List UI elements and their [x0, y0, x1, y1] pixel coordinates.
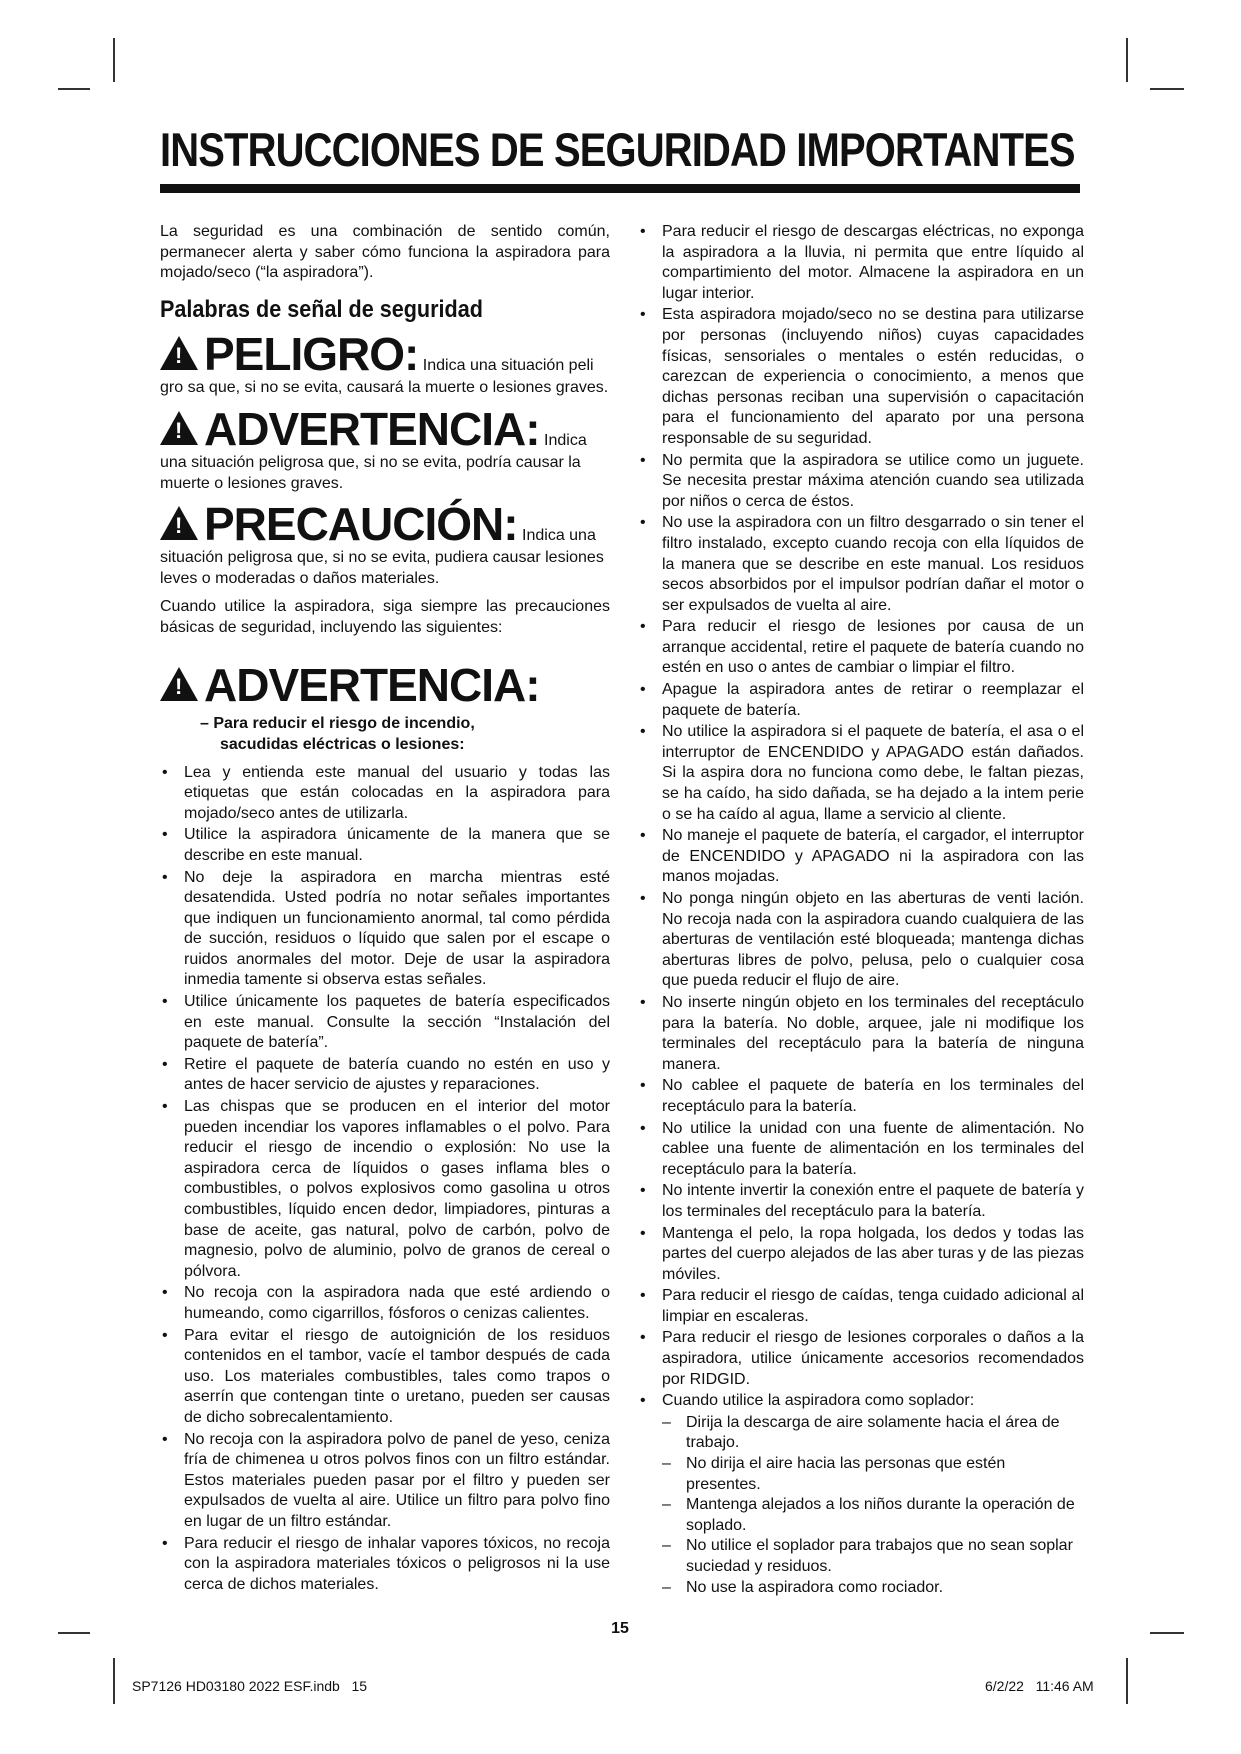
sub-list-item: – Dirija la descarga de aire solamente hacia el área de trabajo.	[638, 1413, 1084, 1454]
signal-advertencia	[160, 402, 610, 494]
list-item: • No ponga ningún objeto en las aberturas de venti lación. No recoja nada con la aspiradora cuando cualquiera de las aberturas de ventilación esté bloqueada; mantenga dichas aberturas libres de polvo, pelusa, pelo o cualquier cosa que pueda reducir el flujo de aire.	[638, 889, 1084, 992]
sub-list-item: – No utilice el soplador para trabajos que no sean soplar suciedad y residuos.	[638, 1536, 1084, 1577]
list-item: • Apague la aspiradora antes de retirar o reemplazar el paquete de batería.	[638, 680, 1084, 721]
warning-subtitle	[200, 713, 610, 755]
right-column	[638, 222, 1084, 1598]
signal-text: Indica una situación peligrosa que, si no se evita, podría causar la muerte o lesiones graves.	[160, 431, 587, 492]
list-item: • No intente invertir la conexión entre el paquete de batería y los terminales del receptáculo para la batería.	[638, 1181, 1084, 1222]
sub-list-item: – No use la aspiradora como rociador.	[638, 1578, 1084, 1599]
list-item: • Mantenga el pelo, la ropa holgada, los dedos y todas las partes del cuerpo alejados de las aber turas y de las piezas móviles.	[638, 1224, 1084, 1286]
footer-file-info: SP7126 HD03180 2022 ESF.indb 15	[132, 1678, 368, 1694]
crop-mark	[113, 1658, 115, 1704]
footer-timestamp: 6/2/22 11:46 AM	[985, 1678, 1094, 1694]
list-item: • Retire el paquete de batería cuando no estén en uso y antes de hacer servicio de ajustes y reparaciones.	[160, 1055, 610, 1096]
crop-mark	[58, 88, 90, 90]
warning-triangle-icon	[160, 336, 198, 370]
list-item: • Para reducir el riesgo de caídas, tenga cuidado adicional al limpiar en escaleras.	[638, 1286, 1084, 1327]
list-item: • No utilice la aspiradora si el paquete de batería, el asa o el interruptor de ENCENDIDO y APAGADO están dañados. Si la aspira dora no funciona como debe, le faltan piezas, se ha caído, ha sido dañada, se ha dejado a la intem perie o se ha caído al agua, llame a servicio al cliente.	[638, 722, 1084, 825]
signal-word: PELIGRO:	[204, 328, 419, 381]
list-item: • Utilice la aspiradora únicamente de la manera que se describe en este manual.	[160, 825, 610, 866]
title-rule	[160, 184, 1080, 193]
crop-mark	[1126, 38, 1128, 82]
warning-triangle-icon	[160, 411, 198, 445]
list-item: • Esta aspiradora mojado/seco no se destina para utilizarse por personas (incluyendo niños) cuyas capacidades físicas, sensoriales o mentales o estén reducidas, o carezcan de experiencia o conocimiento, a menos que dichas personas reciban una supervisión o capacitación para el funcionamiento del aparato por una persona responsable de su seguridad.	[638, 305, 1084, 449]
list-item: • Para reducir el riesgo de descargas eléctricas, no exponga la aspiradora a la lluvia, ni permita que entre líquido al compartimiento del motor. Almacene la aspiradora en un lugar interior.	[638, 222, 1084, 304]
list-item: • No maneje el paquete de batería, el cargador, el interruptor de ENCENDIDO y APAGADO ni la aspiradora con las manos mojadas.	[638, 826, 1084, 888]
list-item: • Cuando utilice la aspiradora como soplador:	[638, 1391, 1084, 1412]
left-column	[160, 222, 610, 1596]
page-title: INSTRUCCIONES DE SEGURIDAD IMPORTANTES	[160, 123, 1075, 176]
signal-text: Indica una situación peli gro sa que, si no se evita, causará la muerte o lesiones graves.	[160, 357, 609, 397]
warning-triangle-icon	[160, 667, 198, 701]
crop-mark	[1150, 88, 1184, 90]
crop-mark	[1150, 1632, 1184, 1634]
list-item: • Para reducir el riesgo de lesiones corporales o daños a la aspiradora, utilice únicamente accesorios recomendados por RIDGID.	[638, 1328, 1084, 1390]
warning-heading	[160, 658, 610, 711]
list-item: • No recoja con la aspiradora polvo de panel de yeso, ceniza fría de chimenea u otros polvos finos con un filtro estándar. Estos materiales pueden pasar por el filtro y pueden ser expulsados de vuelta al aire. Utilice un filtro para polvo fino en lugar de un filtro estándar.	[160, 1430, 610, 1533]
signal-word: PRECAUCIÓN:	[204, 498, 518, 551]
list-item: • No utilice la unidad con una fuente de alimentación. No cablee una fuente de alimentación en los terminales del receptáculo para la batería.	[638, 1119, 1084, 1181]
warning-triangle-icon	[160, 506, 198, 540]
list-item: • Utilice únicamente los paquetes de batería especificados en este manual. Consulte la sección “Instalación del paquete de batería”.	[160, 992, 610, 1054]
signal-precaucion	[160, 500, 610, 589]
warning-word: ADVERTENCIA:	[204, 658, 540, 711]
list-item: • Para reducir el riesgo de inhalar vapores tóxicos, no recoja con la aspiradora materiales tóxicos o peligrosos ni la use cerca de dichos materiales.	[160, 1534, 610, 1596]
list-item: • Para reducir el riesgo de lesiones por causa de un arranque accidental, retire el paquete de batería cuando no estén en uso o antes de cambiar o limpiar el filtro.	[638, 617, 1084, 679]
crop-mark	[1126, 1658, 1128, 1704]
list-item: • Para evitar el riesgo de autoignición de los residuos contenidos en el tambor, vacíe el tambor después de cada uso. Los materiales combustibles, tales como trapos o aserrín que contengan tinte o uretano, pueden ser causas de dicho sobrecalentamiento.	[160, 1326, 610, 1429]
crop-mark	[113, 38, 115, 82]
list-item: • No deje la aspiradora en marcha mientras esté desatendida. Usted podría no notar señales importantes que indiquen un funcionamiento anormal, tal como pérdida de succión, residuos o líquido que salen por el escape o ruidos anormales del motor. Deje de usar la aspiradora inmedia tamente si observa estas señales.	[160, 868, 610, 992]
list-item: • Las chispas que se producen en el interior del motor pueden incendiar los vapores inflamables o el polvo. Para reducir el riesgo de incendio o explosión: No use la aspiradora cerca de líquidos o gases inflama bles o combustibles, o polvos explosivos como gasolina u otros combustibles, líquido encen dedor, limpiadores, pinturas a base de aceite, gas natural, polvo de carbón, polvo de magnesio, polvo de aluminio, polvo de granos de cereal o pólvora.	[160, 1097, 610, 1282]
right-bullet-list	[638, 222, 1084, 1412]
signal-text: Indica una situación peligrosa que, si no se evita, pudiera causar lesiones leves o moderadas o daños materiales.	[160, 527, 604, 587]
sub-list-item: – No dirija el aire hacia las personas que estén presentes.	[638, 1454, 1084, 1495]
list-item: • No cablee el paquete de batería en los terminales del receptáculo para la batería.	[638, 1076, 1084, 1117]
list-item: • No use la aspiradora con un filtro desgarrado o sin tener el filtro instalado, excepto cuando recoja con ella líquidos de la manera que se describe en este manual. Los residuos secos absorbidos por el impulsor podrían dañar el motor o ser expulsados de vuelta al aire.	[638, 513, 1084, 616]
precautions-intro: Cuando utilice la aspiradora, siga siempre las precauciones básicas de seguridad, incluyendo las siguientes:	[160, 598, 610, 636]
list-item: • No inserte ningún objeto en los terminales del receptáculo para la batería. No doble, arquee, jale ni modifique los terminales del receptáculo para la batería de ninguna manera.	[638, 993, 1084, 1075]
list-item: • Lea y entienda este manual del usuario y todas las etiquetas que están colocadas en la aspiradora para mojado/seco antes de utilizarla.	[160, 763, 610, 825]
signal-peligro	[160, 330, 610, 399]
intro-text: La seguridad es una combinación de sentido común, permanecer alerta y saber cómo funciona la aspiradora para mojado/seco (“la aspiradora”).	[160, 223, 610, 282]
signal-word: ADVERTENCIA:	[204, 402, 540, 455]
warning-line-2: sacudidas eléctricas o lesiones:	[220, 735, 465, 753]
list-item: • No recoja con la aspiradora nada que esté ardiendo o humeando, como cigarrillos, fósforos o cenizas calientes.	[160, 1283, 610, 1324]
page-number: 15	[611, 1620, 629, 1637]
sub-list-item: – Mantenga alejados a los niños durante la operación de soplado.	[638, 1495, 1084, 1536]
list-item: • No permita que la aspiradora se utilice como un juguete. Se necesita prestar máxima atención cuando sea utilizada por niños o cerca de éstos.	[638, 451, 1084, 513]
crop-mark	[58, 1632, 90, 1634]
left-bullet-list	[160, 763, 610, 1596]
signal-words-heading: Palabras de señal de seguridad	[160, 295, 483, 323]
blower-sub-list	[638, 1413, 1084, 1598]
warning-line-1: – Para reducir el riesgo de incendio,	[200, 714, 475, 732]
